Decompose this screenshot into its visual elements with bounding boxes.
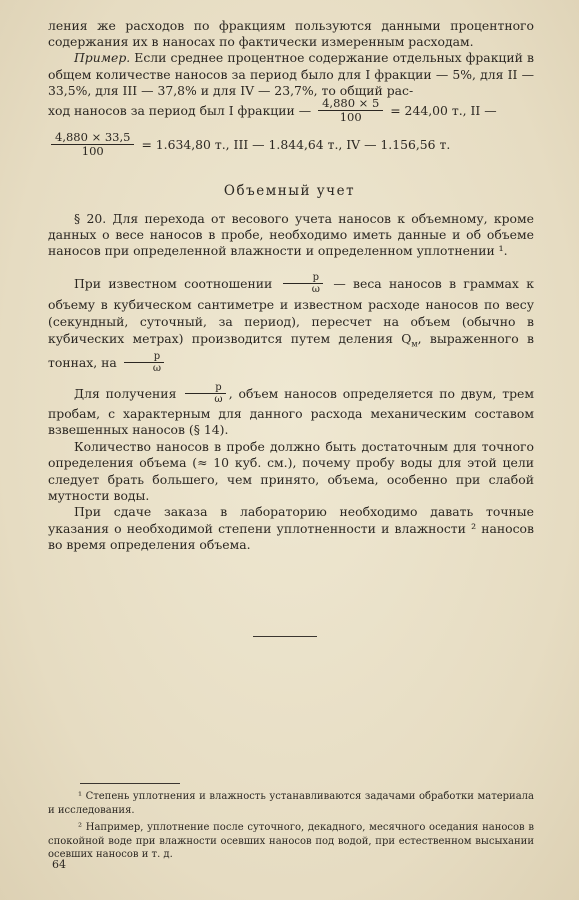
formula-line-2 [48, 132, 450, 159]
section-title: Объемный учет [223, 183, 356, 199]
top-text-block [48, 18, 534, 99]
fraction-2-numerator: 4,880 × 33,5 [55, 130, 131, 144]
paragraph-20: § 20. Для перехода от весового учета наносов к объемному, кроме данных о весе наносов в пробе, необходимо иметь данные и об объеме наносов при определенной влажности и определенном уплотнении ¹. [48, 211, 534, 259]
obtain-ratio-prefix: Для получения [74, 386, 177, 401]
sample-amount-paragraph: Количество наносов в пробе должно быть достаточным для точного определения объема (≈ 10 куб. см.), почему пробу воды для этой цели следует брать большего, чем принято, объема, особенно при слабой мутности воды. [48, 438, 534, 504]
footnotes [48, 790, 534, 862]
obtain-ratio-text [48, 383, 534, 439]
known-ratio-text [48, 273, 534, 375]
section-divider [253, 636, 317, 637]
ratio-1-denominator: ω [311, 284, 320, 295]
fraction-1-denominator: 100 [339, 110, 362, 124]
laboratory-paragraph: При сдаче заказа в лабораторию необходимо давать точные указания о необходимой степени уплотненности и влажности ² наносов во время определения объема. [48, 504, 534, 553]
continued-paragraph: ления же расходов по фракциям пользуются данными процентного содержания их в наносах по фактически измеренным расходам. [48, 18, 534, 50]
known-ratio-end: , выраженного в тоннах, на [48, 331, 535, 371]
example-text: Если среднее процентное содержание отдельных фракций в общем количестве наносов за период было для I фракции — 5%, для II — 33,5%, для III — 37,8% и для IV — 23,7%, то общий рас- [48, 50, 534, 98]
known-ratio-prefix: При известном соотношении [74, 276, 273, 291]
section-20-paragraph [48, 211, 534, 260]
known-ratio-paragraph [48, 273, 534, 375]
known-ratio-body: — веса наносов в граммах к объему в кубическом сантиметре и известном расходе наносов по весу (секундный, суточный, за период), пересчет на объем (обычно в кубических метрах) производится путем деления Q [48, 276, 534, 346]
formula-2-suffix: = 1.634,80 т., III — 1.844,64 т., IV — 1.156,56 т. [141, 137, 451, 152]
ratio-3-denominator: ω [214, 394, 223, 405]
formula-1-prefix: ход наносов за период был I фракции — [48, 103, 312, 118]
fraction-1 [318, 97, 383, 124]
ratio-fraction-1 [283, 272, 323, 295]
fraction-2 [51, 131, 134, 158]
obtain-ratio-paragraph [48, 383, 534, 554]
fraction-2-denominator: 100 [81, 144, 104, 158]
page-number: 64 [52, 858, 66, 871]
example-paragraph [48, 50, 534, 99]
obtain-ratio-body: , объем наносов определяется по двум, трем пробам, с характерным для данного расхода механическим составом взвешенных наносов (§ 14). [48, 386, 534, 438]
ratio-fraction-2 [124, 351, 164, 374]
footnote-1: ¹ Степень уплотнения и влажность устанавливаются задачами обработки материала и исследования. [48, 791, 534, 816]
footnote-2: ² Например, уплотнение после суточного, декадного, месячного оседания наносов в спокойной воде при влажности осевших наносов под водой, при естественном высыхании осевших наносов и т. д. [48, 822, 534, 861]
ratio-fraction-3 [185, 382, 225, 405]
ratio-1-numerator: p [312, 272, 319, 283]
ratio-3-numerator: p [215, 382, 222, 393]
formula-1-suffix: = 244,00 т., II — [390, 103, 497, 118]
footnote-divider [80, 783, 180, 784]
example-label: Пример. [74, 50, 131, 66]
q-subscript: м [411, 339, 418, 349]
ratio-2-numerator: p [153, 351, 161, 363]
formula-line-1 [48, 98, 497, 125]
ratio-2-denominator: ω [152, 363, 161, 375]
fraction-1-numerator: 4,880 × 5 [322, 96, 380, 110]
